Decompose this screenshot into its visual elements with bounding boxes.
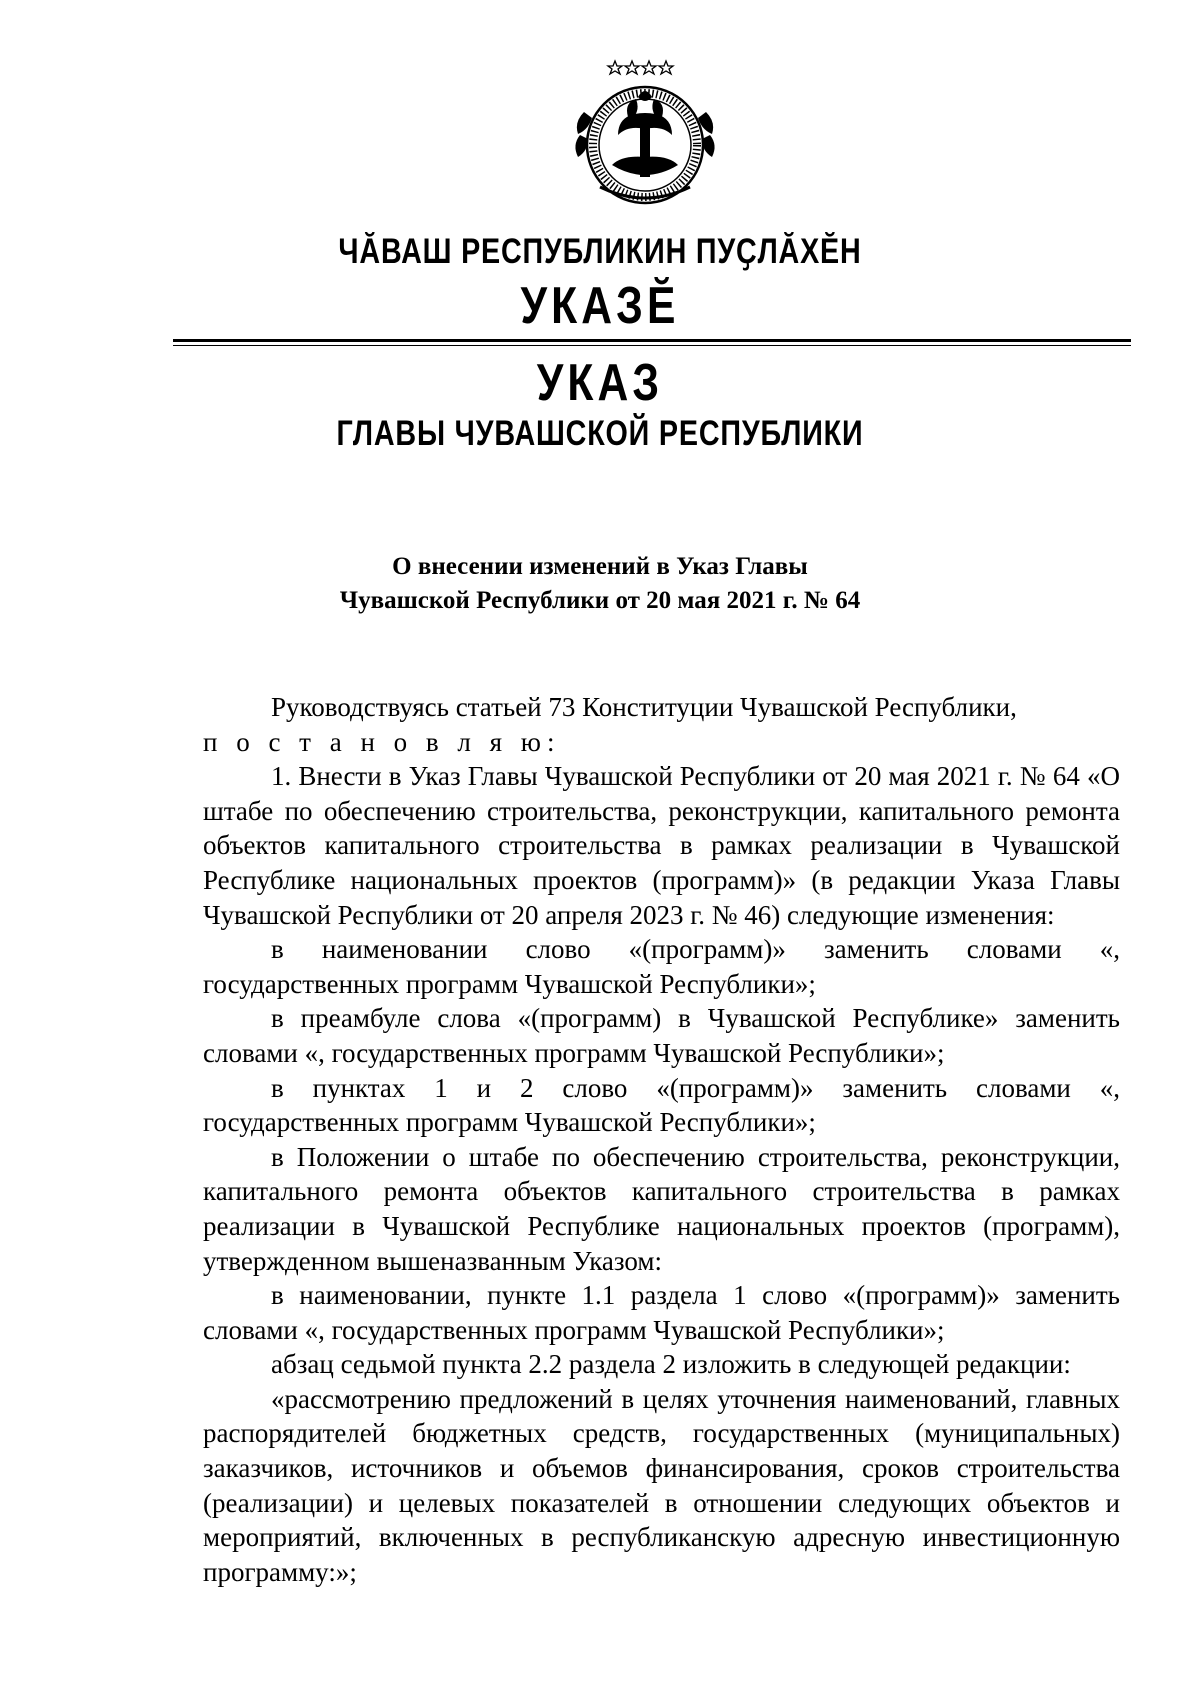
paragraph-item-1: 1. Внести в Указ Главы Чувашской Республики от 20 мая 2021 г. № 64 «О штабе по обеспечению строительства, реконструкции, капитального ремонта объектов капитального строительства в рамках реализации в Чувашской Республике национальных проектов (программ)» (в редакции Указа Главы Чувашской Республики от 20 апреля 2023 г. № 46) следующие изменения: [203,761,1120,930]
coat-of-arms-emblem [570,57,720,207]
subject-line-1: О внесении изменений в Указ Главы [392,553,808,580]
header-chuvash-decree: УКАЗӖ [520,277,680,335]
paragraph-resolve: п о с т а н о в л я ю: [203,726,561,757]
subject-line-2: Чувашской Республики от 20 мая 2021 г. № 64 [339,587,861,614]
paragraph-section-2: абзац седьмой пункта 2.2 раздела 2 изложить в следующей редакции: [271,1349,1071,1380]
header-divider-thick [173,339,1131,342]
paragraph-change-preamble: в преамбуле слова «(программ) в Чувашской Республике» заменить словами «, государственных программ Чувашской Республики»; [203,1003,1120,1068]
header-russian-authority: ГЛАВЫ ЧУВАШСКОЙ РЕСПУБЛИКИ [336,414,864,453]
header-divider-thin [173,345,1131,346]
header-russian-decree: УКАЗ [536,354,664,412]
paragraph-preamble: Руководствуясь статьей 73 Конституции Чувашской Республики, [271,692,1017,722]
paragraph-regulation: в Положении о штабе по обеспечению строительства, реконструкции, капитального ремонта объектов капитального строительства в рамках реализации в Чувашской Республике национальных проектов (программ), утвержденном вышеназванным Указом: [203,1141,1120,1276]
paragraph-new-wording: «рассмотрению предложений в целях уточнения наименований, главных распорядителей бюджетных средств, государственных (муниципальных) заказчиков, источников и объемов финансирования, сроков строительства (реализации) и целевых показателей в отношении следующих объектов и мероприятий, включенных в республиканскую адресную инвестиционную программу:»; [203,1383,1120,1587]
document-body [203,690,1120,1589]
paragraph-regulation-title: в наименовании, пункте 1.1 раздела 1 слово «(программ)» заменить словами «, государственных программ Чувашской Республики»; [203,1280,1120,1345]
paragraph-change-items: в пунктах 1 и 2 слово «(программ)» заменить словами «, государственных программ Чувашской Республики»; [203,1072,1120,1138]
header-chuvash-line1: ЧӐВАШ РЕСПУБЛИКИН ПУҪЛӐХӖН [338,232,862,271]
paragraph-change-title: в наименовании слово «(программ)» заменить словами «, государственных программ Чувашской Республики»; [203,934,1120,999]
document-subject [0,550,1200,618]
